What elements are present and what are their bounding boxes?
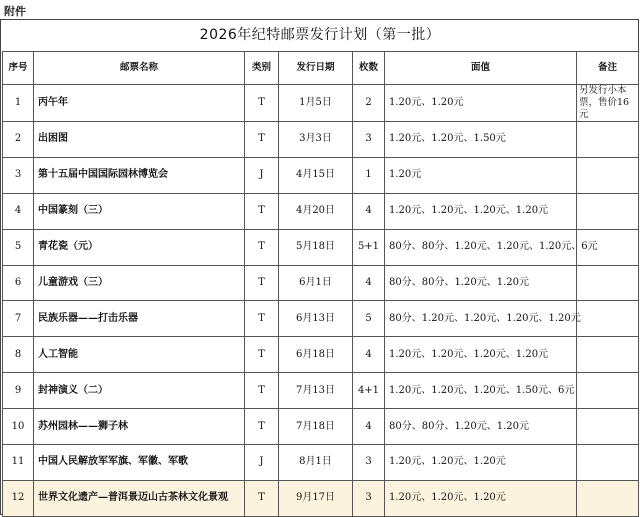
cell-issue-date: 6月13日	[279, 301, 353, 337]
header-face-value: 面值	[385, 52, 577, 85]
table-header-row	[3, 52, 639, 85]
cell-count: 4	[353, 193, 385, 229]
cell-issue-date: 5月18日	[279, 229, 353, 265]
table-row[interactable]	[3, 480, 639, 516]
cell-remarks	[577, 337, 639, 373]
cell-category: T	[245, 480, 279, 516]
document-title: 2026年纪特邮票发行计划（第一批）	[199, 27, 441, 43]
cell-category: J	[245, 157, 279, 193]
cell-stamp-name: 出困图	[34, 122, 245, 158]
cell-serial: 6	[3, 265, 34, 301]
cell-category: T	[245, 265, 279, 301]
cell-face-value: 1.20元、1.20元、1.20元	[385, 480, 577, 516]
cell-remarks	[577, 122, 639, 158]
table-row[interactable]	[3, 157, 639, 193]
cell-face-value: 1.20元、1.20元、1.50元	[385, 122, 577, 158]
header-stamp-name: 邮票名称	[34, 52, 245, 85]
cell-count: 5+1	[353, 229, 385, 265]
cell-face-value: 80分、80分、1.20元、1.20元	[385, 409, 577, 445]
cell-count: 3	[353, 445, 385, 481]
cell-count: 3	[353, 122, 385, 158]
cell-remarks	[577, 301, 639, 337]
cell-face-value: 1.20元、1.20元、1.20元、1.20元	[385, 193, 577, 229]
cell-serial: 5	[3, 229, 34, 265]
cell-stamp-name: 中国篆刻（三）	[34, 193, 245, 229]
cell-category: T	[245, 409, 279, 445]
cell-issue-date: 9月17日	[279, 480, 353, 516]
cell-category: J	[245, 445, 279, 481]
cell-face-value: 1.20元、1.20元、1.20元	[385, 445, 577, 481]
cell-face-value: 80分、1.20元、1.20元、1.20元、1.20元	[385, 301, 577, 337]
cell-category: T	[245, 85, 279, 122]
table-row[interactable]	[3, 445, 639, 481]
stamp-plan-table	[2, 51, 639, 517]
cell-remarks	[577, 157, 639, 193]
cell-category: T	[245, 337, 279, 373]
cell-count: 4+1	[353, 373, 385, 409]
cell-issue-date: 7月13日	[279, 373, 353, 409]
cell-stamp-name: 儿童游戏（三）	[34, 265, 245, 301]
cell-issue-date: 4月20日	[279, 193, 353, 229]
table-row[interactable]	[3, 229, 639, 265]
cell-remarks	[577, 265, 639, 301]
cell-remarks: 另发行小本票，售价16元	[577, 85, 639, 122]
table-row[interactable]	[3, 193, 639, 229]
cell-serial: 10	[3, 409, 34, 445]
cell-remarks	[577, 373, 639, 409]
header-count: 枚数	[353, 52, 385, 85]
cell-category: T	[245, 301, 279, 337]
cell-stamp-name: 丙午年	[34, 85, 245, 122]
table-row[interactable]	[3, 337, 639, 373]
cell-issue-date: 6月18日	[279, 337, 353, 373]
cell-stamp-name: 世界文化遗产—普洱景迈山古茶林文化景观	[34, 480, 245, 516]
table-row[interactable]	[3, 301, 639, 337]
table-row[interactable]	[3, 409, 639, 445]
cell-count: 4	[353, 409, 385, 445]
cell-serial: 3	[3, 157, 34, 193]
header-issue-date: 发行日期	[279, 52, 353, 85]
cell-remarks	[577, 480, 639, 516]
cell-serial: 4	[3, 193, 34, 229]
attachment-label: 附件	[4, 5, 26, 18]
cell-serial: 2	[3, 122, 34, 158]
cell-serial: 12	[3, 480, 34, 516]
cell-issue-date: 1月5日	[279, 85, 353, 122]
cell-serial: 8	[3, 337, 34, 373]
cell-serial: 1	[3, 85, 34, 122]
cell-issue-date: 3月3日	[279, 122, 353, 158]
cell-category: T	[245, 229, 279, 265]
cell-count: 5	[353, 301, 385, 337]
cell-face-value: 80分、80分、1.20元、1.20元、1.20元、6元	[385, 229, 577, 265]
header-category: 类别	[245, 52, 279, 85]
cell-remarks	[577, 445, 639, 481]
cell-serial: 7	[3, 301, 34, 337]
cell-stamp-name: 苏州园林——狮子林	[34, 409, 245, 445]
cell-face-value: 80分、80分、1.20元、1.20元	[385, 265, 577, 301]
cell-count: 1	[353, 157, 385, 193]
table-row[interactable]	[3, 373, 639, 409]
header-serial: 序号	[3, 52, 34, 85]
cell-remarks	[577, 409, 639, 445]
cell-issue-date: 6月1日	[279, 265, 353, 301]
cell-category: T	[245, 193, 279, 229]
cell-stamp-name: 青花瓷（元）	[34, 229, 245, 265]
cell-count: 3	[353, 480, 385, 516]
cell-stamp-name: 中国人民解放军军旗、军徽、军歌	[34, 445, 245, 481]
cell-face-value: 1.20元、1.20元、1.20元、1.50元、6元	[385, 373, 577, 409]
cell-issue-date: 4月15日	[279, 157, 353, 193]
cell-face-value: 1.20元	[385, 157, 577, 193]
cell-stamp-name: 第十五届中国国际园林博览会	[34, 157, 245, 193]
table-row[interactable]	[3, 85, 639, 122]
cell-count: 2	[353, 85, 385, 122]
cell-stamp-name: 民族乐器——打击乐器	[34, 301, 245, 337]
header-remarks: 备注	[577, 52, 639, 85]
table-row[interactable]	[3, 265, 639, 301]
cell-stamp-name: 人工智能	[34, 337, 245, 373]
cell-serial: 11	[3, 445, 34, 481]
cell-serial: 9	[3, 373, 34, 409]
cell-stamp-name: 封神演义（二）	[34, 373, 245, 409]
cell-face-value: 1.20元、1.20元	[385, 85, 577, 122]
cell-count: 4	[353, 337, 385, 373]
cell-category: T	[245, 122, 279, 158]
cell-face-value: 1.20元、1.20元、1.20元、1.20元	[385, 337, 577, 373]
cell-issue-date: 7月18日	[279, 409, 353, 445]
cell-issue-date: 8月1日	[279, 445, 353, 481]
cell-count: 4	[353, 265, 385, 301]
cell-remarks	[577, 193, 639, 229]
table-row[interactable]	[3, 122, 639, 158]
cell-category: T	[245, 373, 279, 409]
